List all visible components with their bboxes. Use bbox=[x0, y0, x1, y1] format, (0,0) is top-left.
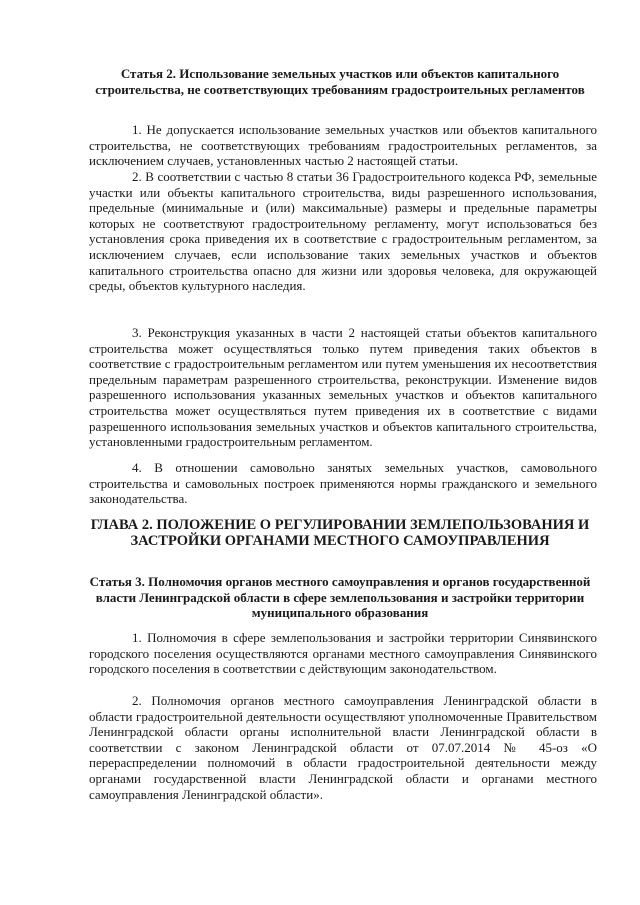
chapter-2-title: ГЛАВА 2. ПОЛОЖЕНИЕ О РЕГУЛИРОВАНИИ ЗЕМЛЕПОЛЬЗОВАНИЯ И ЗАСТРОЙКИ ОРГАНАМИ МЕСТНОГО САМОУПРАВЛЕНИЯ bbox=[90, 517, 590, 549]
article-3-paragraph-1: 1. Полномочия в сфере землепользования и застройки территории Синявинского городского поселения осуществляются органами местного самоуправления Синявинского городского поселения в соответствии с действующим законодательством. bbox=[89, 630, 597, 677]
article-2-paragraph-4: 4. В отношении самовольно занятых земельных участков, самовольного строительства и самовольных построек применяются нормы гражданского и земельного законодательства. bbox=[89, 460, 597, 507]
article-3-paragraph-2: 2. Полномочия органов местного самоуправления Ленинградской области в области градостроительной деятельности осуществляют уполномоченные Правительством Ленинградской области органы исполнительной власти Ленинградской области в соответствии с законом Ленинградской области от 07.07.2014 № 45-оз «О перераспределении полномочий в области градостроительной деятельности между органами государственной власти Ленинградской области и органами местного самоуправления Ленинградской области». bbox=[89, 693, 597, 802]
article-2-title: Статья 2. Использование земельных участков или объектов капитального строительства, не соответствующих требованиям градостроительных регламентов bbox=[95, 66, 585, 97]
article-2-paragraph-1: 1. Не допускается использование земельных участков или объектов капитального строительства, не соответствующих требованиям градостроительных регламентов, за исключением случаев, установленных частью 2 настоящей статьи. bbox=[89, 122, 597, 169]
article-2-paragraph-2: 2. В соответствии с частью 8 статьи 36 Градостроительного кодекса РФ, земельные участки или объекты капитального строительства, виды разрешенного использования, предельные (минимальные и (или) максимальные) размеры и предельные параметры которых не соответствуют градостроительному регламенту, могут использоваться без установления срока приведения их в соответствие с градостроительным регламентом, за исключением случаев, если использование таких земельных участков и объектов капитального строительства опасно для жизни или здоровья человека, для окружающей среды, объектов культурного наследия. bbox=[89, 169, 597, 294]
article-3-title: Статья 3. Полномочия органов местного самоуправления и органов государственной власти Ленинградской области в сфере землепользования и застройки территории муниципального образования bbox=[89, 574, 591, 620]
article-2-paragraph-3: 3. Реконструкция указанных в части 2 настоящей статьи объектов капитального строительства может осуществляться только путем приведения таких объектов в соответствие с градостроительным регламентом или путем уменьшения их несоответствия предельным параметрам разрешенного строительства, реконструкции. Изменение видов разрешенного использования указанных земельных участков и объектов капитального строительства может осуществляться путем приведения их в соответствие с видами разрешенного использования земельных участков и объектов капитального строительства, установленными градостроительным регламентом. bbox=[89, 325, 597, 450]
